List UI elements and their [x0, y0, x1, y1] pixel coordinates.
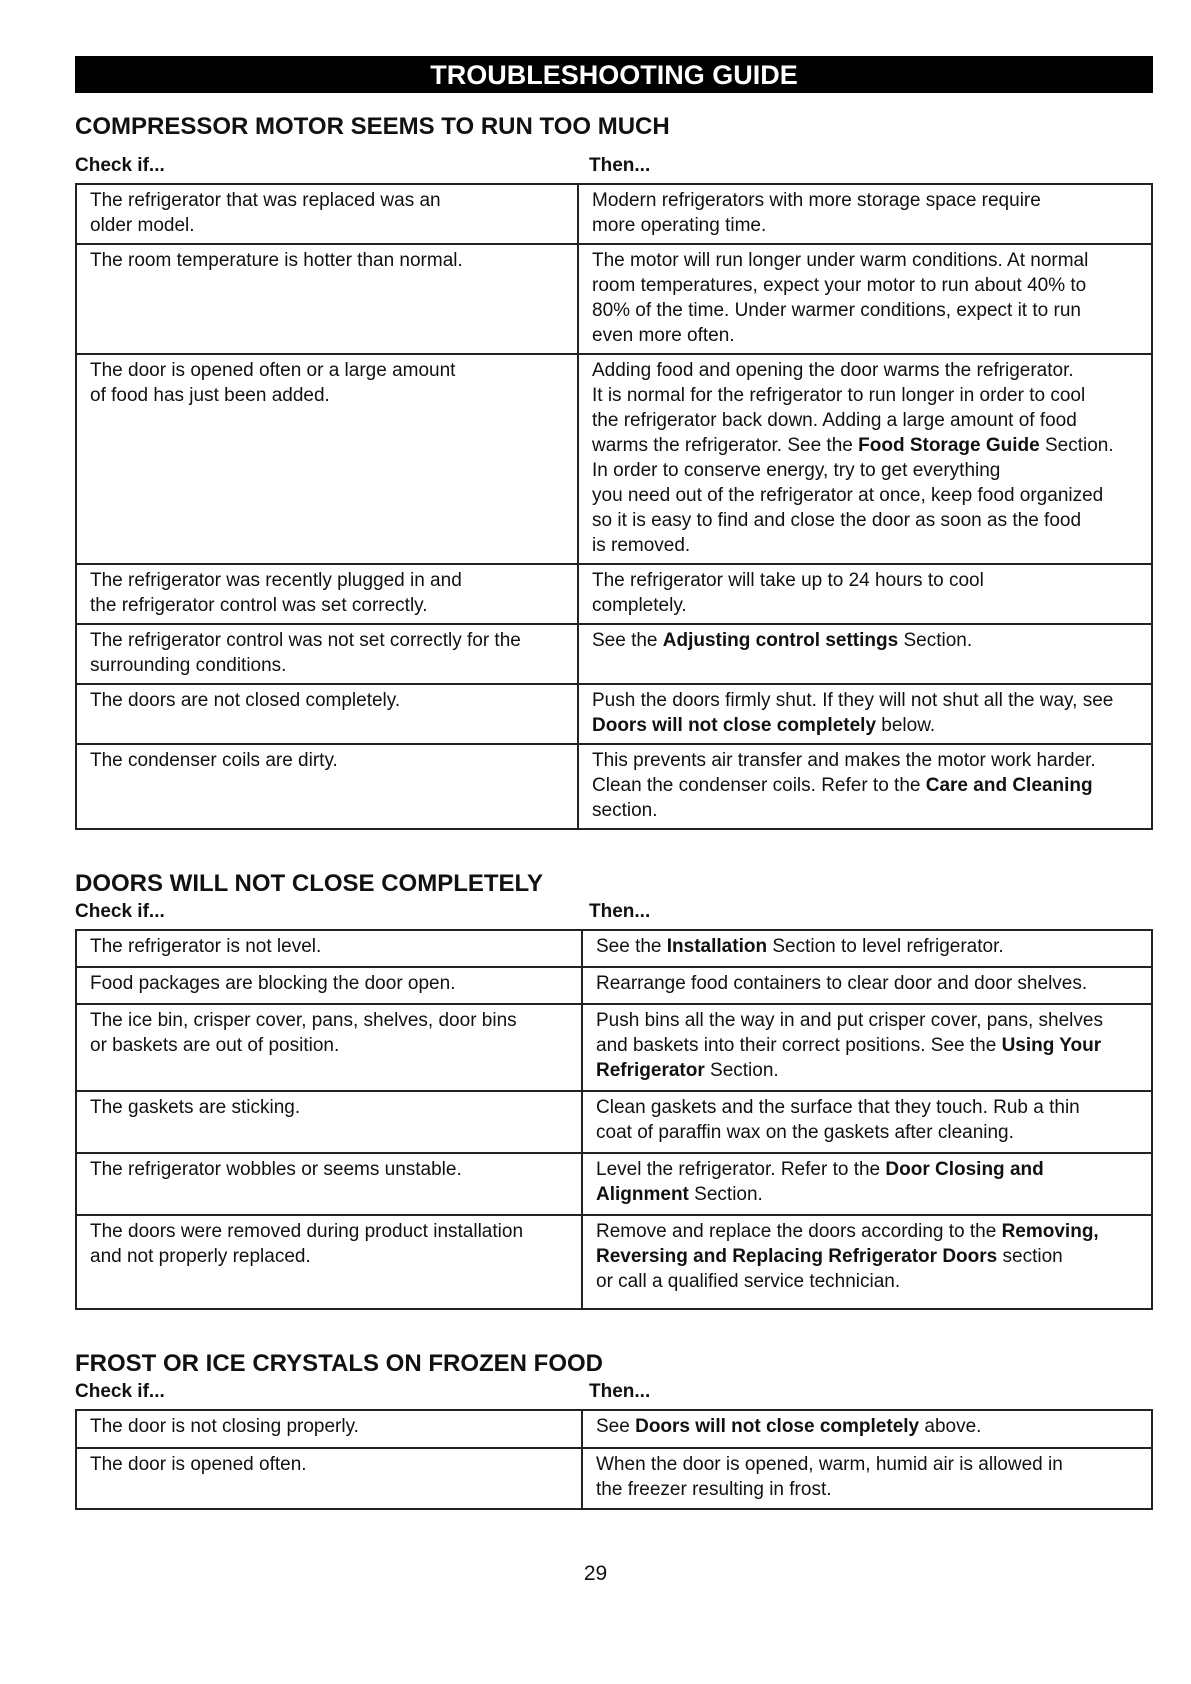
table-row	[76, 1410, 1152, 1448]
column-headers	[75, 155, 1153, 179]
check-line: the refrigerator control was set correctly.	[90, 595, 428, 616]
section-reference: Reversing and Replacing Refrigerator Doors	[596, 1246, 998, 1267]
then-cell	[578, 744, 1152, 829]
then-line	[596, 1120, 1145, 1145]
troubleshooting-table-compressor	[75, 183, 1153, 830]
then-line	[596, 1008, 1145, 1033]
then-line	[592, 568, 1145, 593]
text-segment: The motor will run longer under warm conditions. At normal	[592, 250, 1089, 271]
troubleshooting-page	[75, 56, 1153, 1510]
then-cell	[578, 624, 1152, 684]
then-line	[592, 433, 1145, 458]
text-segment: coat of paraffin wax on the gaskets after cleaning.	[596, 1122, 1014, 1143]
check-cell	[76, 744, 578, 829]
text-segment: Clean gaskets and the surface that they touch. Rub a thin	[596, 1097, 1080, 1118]
text-segment: section	[997, 1246, 1063, 1267]
check-line: The refrigerator control was not set correctly for the	[90, 630, 521, 651]
table-row	[76, 244, 1152, 354]
then-line	[592, 748, 1145, 773]
text-segment: Section.	[704, 1060, 779, 1081]
text-segment: See the	[596, 936, 667, 957]
then-cell	[578, 684, 1152, 744]
table-row	[76, 1448, 1152, 1509]
then-line	[592, 408, 1145, 433]
check-line: The door is not closing properly.	[90, 1416, 359, 1437]
then-line	[592, 213, 1145, 238]
text-segment: and baskets into their correct positions. See the	[596, 1035, 1002, 1056]
text-segment: Push the doors firmly shut. If they will not shut all the way, see	[592, 690, 1114, 711]
check-line: Food packages are blocking the door open.	[90, 973, 456, 994]
then-cell	[582, 1410, 1152, 1448]
then-line	[592, 533, 1145, 558]
section-reference: Removing,	[1001, 1221, 1099, 1242]
check-cell	[76, 354, 578, 564]
then-line	[596, 1182, 1145, 1207]
section-reference: Doors will not close completely	[635, 1416, 920, 1437]
then-line	[592, 273, 1145, 298]
then-line	[592, 628, 1145, 653]
text-segment: the refrigerator back down. Adding a large amount of food	[592, 410, 1077, 431]
column-headers	[75, 901, 1153, 925]
text-segment: It is normal for the refrigerator to run longer in order to cool	[592, 385, 1086, 406]
check-line: The refrigerator wobbles or seems unstable.	[90, 1159, 462, 1180]
section-title-compressor: COMPRESSOR MOTOR SEEMS TO RUN TOO MUCH	[75, 113, 670, 140]
then-line	[596, 1269, 1145, 1294]
section-reference: Door Closing and	[885, 1159, 1044, 1180]
text-segment: Section.	[688, 1184, 763, 1205]
check-line: older model.	[90, 215, 195, 236]
troubleshooting-table-frost	[75, 1409, 1153, 1510]
text-segment: warms the refrigerator. See the	[592, 435, 859, 456]
check-cell	[76, 1448, 582, 1509]
section-reference: Care and Cleaning	[925, 775, 1093, 796]
then-line	[592, 508, 1145, 533]
check-cell	[76, 624, 578, 684]
text-segment: above.	[919, 1416, 982, 1437]
check-cell	[76, 1153, 582, 1215]
text-segment: Section.	[1039, 435, 1114, 456]
table-row	[76, 967, 1152, 1004]
table-row	[76, 1091, 1152, 1153]
text-segment: The refrigerator will take up to 24 hours to cool	[592, 570, 984, 591]
check-line: The doors were removed during product installation	[90, 1221, 524, 1242]
text-segment: 80% of the time. Under warmer conditions, expect it to run	[592, 300, 1081, 321]
check-cell	[76, 1004, 582, 1091]
table-row	[76, 354, 1152, 564]
check-header: Check if...	[75, 901, 165, 922]
check-line: The ice bin, crisper cover, pans, shelves, door bins	[90, 1010, 517, 1031]
then-line	[596, 1414, 1145, 1439]
check-line: of food has just been added.	[90, 385, 330, 406]
section-reference: Food Storage Guide	[858, 435, 1040, 456]
then-line	[592, 798, 1145, 823]
then-line	[596, 1157, 1145, 1182]
table-row	[76, 930, 1152, 967]
table-row	[76, 1004, 1152, 1091]
then-line	[596, 971, 1145, 996]
then-line	[592, 323, 1145, 348]
text-segment: In order to conserve energy, try to get everything	[592, 460, 1001, 481]
section-reference: Doors will not close completely	[592, 715, 877, 736]
then-line	[592, 383, 1145, 408]
text-segment: or call a qualified service technician.	[596, 1271, 901, 1292]
text-segment: This prevents air transfer and makes the motor work harder.	[592, 750, 1096, 771]
text-segment: Modern refrigerators with more storage space require	[592, 190, 1041, 211]
then-line	[596, 1033, 1145, 1058]
check-line: and not properly replaced.	[90, 1246, 311, 1267]
text-segment: Remove and replace the doors according to the	[596, 1221, 1002, 1242]
check-header: Check if...	[75, 1381, 165, 1402]
table-row	[76, 184, 1152, 244]
then-cell	[578, 244, 1152, 354]
check-line: The door is opened often.	[90, 1454, 307, 1475]
text-segment: Level the refrigerator. Refer to the	[596, 1159, 886, 1180]
text-segment: Section.	[898, 630, 973, 651]
section-reference: Installation	[666, 936, 768, 957]
check-line: The refrigerator is not level.	[90, 936, 322, 957]
check-line: The condenser coils are dirty.	[90, 750, 338, 771]
text-segment: the freezer resulting in frost.	[596, 1479, 832, 1500]
text-segment: When the door is opened, warm, humid air is allowed in	[596, 1454, 1063, 1475]
then-line	[592, 593, 1145, 618]
table-row	[76, 1215, 1152, 1309]
check-cell	[76, 930, 582, 967]
section-reference: Adjusting control settings	[662, 630, 899, 651]
then-line	[592, 458, 1145, 483]
then-line	[596, 1219, 1145, 1244]
check-cell	[76, 184, 578, 244]
check-line: surrounding conditions.	[90, 655, 287, 676]
check-cell	[76, 967, 582, 1004]
then-line	[592, 248, 1145, 273]
text-segment: so it is easy to find and close the door as soon as the food	[592, 510, 1082, 531]
text-segment: is removed.	[592, 535, 691, 556]
then-line	[596, 1244, 1145, 1269]
page-banner: TROUBLESHOOTING GUIDE	[75, 56, 1153, 93]
check-line: The gaskets are sticking.	[90, 1097, 301, 1118]
troubleshooting-table-doors	[75, 929, 1153, 1310]
then-cell	[582, 967, 1152, 1004]
then-cell	[578, 564, 1152, 624]
text-segment: Adding food and opening the door warms the refrigerator.	[592, 360, 1074, 381]
check-cell	[76, 244, 578, 354]
text-segment: Push bins all the way in and put crisper cover, pans, shelves	[596, 1010, 1103, 1031]
then-line	[596, 1058, 1145, 1083]
table-row	[76, 684, 1152, 744]
then-line	[596, 1477, 1145, 1502]
check-cell	[76, 1215, 582, 1309]
check-line: or baskets are out of position.	[90, 1035, 340, 1056]
text-segment: more operating time.	[592, 215, 767, 236]
text-segment: See	[596, 1416, 636, 1437]
section-reference: Alignment	[596, 1184, 689, 1205]
table-row	[76, 564, 1152, 624]
text-segment: See the	[592, 630, 663, 651]
text-segment: even more often.	[592, 325, 735, 346]
then-line	[596, 934, 1145, 959]
then-line	[592, 358, 1145, 383]
check-line: The refrigerator that was replaced was an	[90, 190, 441, 211]
check-cell	[76, 684, 578, 744]
text-segment: below.	[876, 715, 936, 736]
then-cell	[578, 354, 1152, 564]
then-line	[596, 1452, 1145, 1477]
check-line: The door is opened often or a large amount	[90, 360, 456, 381]
check-cell	[76, 1410, 582, 1448]
then-cell	[582, 1448, 1152, 1509]
then-header: Then...	[589, 901, 651, 922]
then-cell	[582, 1004, 1152, 1091]
then-line	[592, 773, 1145, 798]
then-header: Then...	[589, 155, 651, 176]
then-cell	[578, 184, 1152, 244]
then-header: Then...	[589, 1381, 651, 1402]
text-segment: Clean the condenser coils. Refer to the	[592, 775, 926, 796]
text-segment: Rearrange food containers to clear door and door shelves.	[596, 973, 1088, 994]
text-segment: Section to level refrigerator.	[767, 936, 1004, 957]
then-cell	[582, 1215, 1152, 1309]
check-line: The refrigerator was recently plugged in and	[90, 570, 462, 591]
then-line	[592, 688, 1145, 713]
table-row	[76, 744, 1152, 829]
check-cell	[76, 1091, 582, 1153]
check-cell	[76, 564, 578, 624]
text-segment: you need out of the refrigerator at once, keep food organized	[592, 485, 1104, 506]
then-cell	[582, 930, 1152, 967]
check-header: Check if...	[75, 155, 165, 176]
text-segment: room temperatures, expect your motor to run about 40% to	[592, 275, 1087, 296]
section-title-frost: FROST OR ICE CRYSTALS ON FROZEN FOOD	[75, 1350, 603, 1377]
then-cell	[582, 1153, 1152, 1215]
then-line	[592, 188, 1145, 213]
text-segment: completely.	[592, 595, 687, 616]
check-line: The room temperature is hotter than normal.	[90, 250, 463, 271]
page-number: 29	[583, 1562, 608, 1585]
then-line	[596, 1095, 1145, 1120]
table-row	[76, 624, 1152, 684]
then-cell	[582, 1091, 1152, 1153]
text-segment: section.	[592, 800, 658, 821]
then-line	[592, 298, 1145, 323]
check-line: The doors are not closed completely.	[90, 690, 401, 711]
section-reference: Refrigerator	[596, 1060, 705, 1081]
column-headers	[75, 1381, 1153, 1405]
section-title-doors: DOORS WILL NOT CLOSE COMPLETELY	[75, 870, 544, 897]
then-line	[592, 483, 1145, 508]
table-row	[76, 1153, 1152, 1215]
section-reference: Using Your	[1001, 1035, 1102, 1056]
then-line	[592, 713, 1145, 738]
